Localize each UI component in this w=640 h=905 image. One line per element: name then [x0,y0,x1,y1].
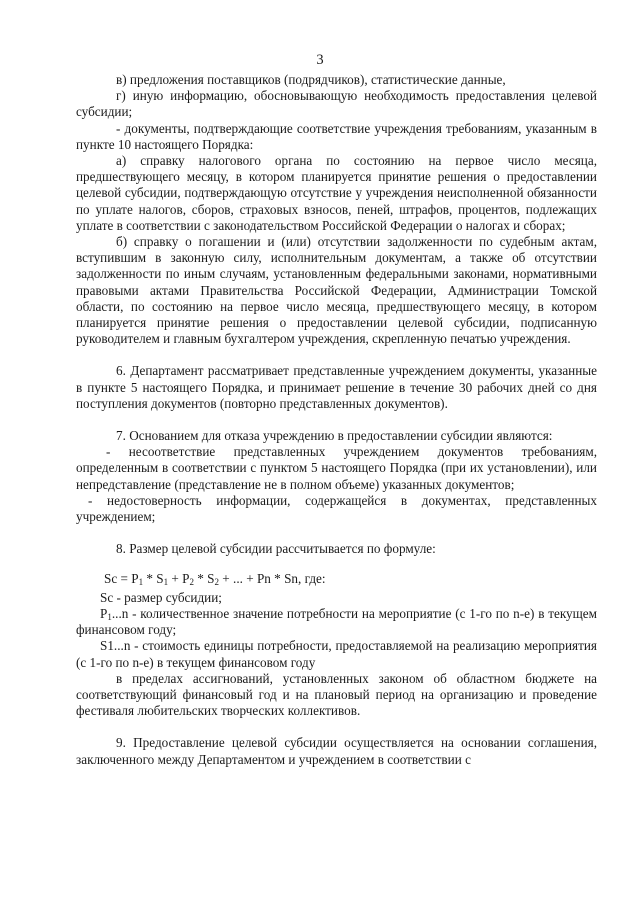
page-number: 3 [316,52,324,68]
document-body [76,72,597,768]
paragraph-tax-certificate: а) справку налогового органа по состоянию на первое число месяца, предшествующего месяцу, в котором планируется принятие решения о предоставлении целевой субсидии, подтверждающую отсутствие у учреждения неисполненной обязанности по уплате налогов, сборов, страховых взносов, пеней, штрафов, процентов, подлежащих уплате в соответствии с законодательством Российской Федерации о налогах и сборах; [76,153,597,233]
paragraph-documents-compliance: - документы, подтверждающие соответствие учреждения требованиям, указанным в пункте 10 настоящего Порядка: [76,120,597,152]
paragraph-refusal-mismatch: - несоответствие представленных учреждением документов требованиям, определенным в соответствии с пунктом 5 настоящего Порядка (при их установлении), или непредставление (представление не в полном объеме) указанных документов; [76,444,597,492]
paragraph-other-info: г) иную информацию, обосновывающую необходимость предоставления целевой субсидии; [76,88,597,120]
paragraph-proposals: в) предложения поставщиков (подрядчиков), статистические данные, [116,72,506,87]
paragraph-p-definition: $P_1...n$ - количественное значение потребности на мероприятие (с 1-го по n-е) в текущем финансовом году; [76,605,597,638]
paragraph-sc-definition: Sc - размер субсидии; [100,589,222,605]
paragraph-clause-6: 6. Департамент рассматривает представленные учреждением документы, указанные в пункте 5 настоящего Порядка, и принимает решение в течение 30 рабочих дней со дня поступления документов (повторно представленных документов). [76,363,597,411]
paragraph-clause-9: 9. Предоставление целевой субсидии осуществляется на основании соглашения, заключенного между Департаментом и учреждением в соответствии с [76,735,597,767]
paragraph-s-definition: S1...n - стоимость единицы потребности, предоставляемой на реализацию мероприятия (с 1-го по n-е) в текущем финансовом году [76,638,597,670]
subsidy-formula: $Sc = P_1 * S_1 + P_2 * S_2$ + ... + Pn * Sn, где: [104,571,326,588]
paragraph-clause-7: 7. Основанием для отказа учреждению в предоставлении субсидии являются: [116,428,553,444]
paragraph-clause-8: 8. Размер целевой субсидии рассчитывается по формуле: [116,541,436,557]
paragraph-refusal-unreliable: - недостоверность информации, содержащейся в документах, представленных учреждением; [76,492,597,525]
paragraph-within-allocations: в пределах ассигнований, установленных законом об областном бюджете на соответствующий финансовый год и на плановый период на организацию и проведение фестиваля любительских творческих коллективов. [76,670,597,719]
paragraph-debt-certificate: б) справку о погашении и (или) отсутствии задолженности по судебным актам, вступившим в законную силу, исполнительным документам, а также об отсутствии задолженности по иным случаям, установленным федеральными законами, нормативными правовыми актами Правительства Российской Федерации, Администрации Томской области, по состоянию на первое число месяца, предшествующего месяцу, в котором планируется принятие решения о предоставлении целевой субсидии, подписанную руководителем и главным бухгалтером учреждения, скрепленную печатью учреждения. [76,234,597,347]
